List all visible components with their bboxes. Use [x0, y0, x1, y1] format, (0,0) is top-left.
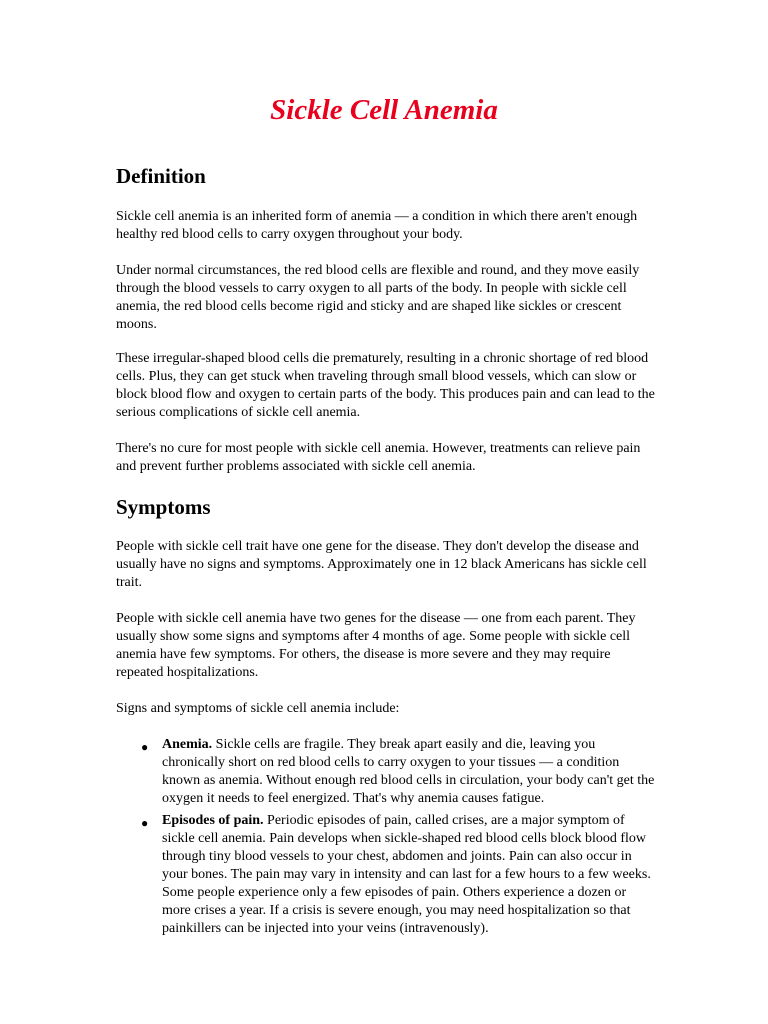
symptoms-heading: Symptoms	[116, 495, 211, 519]
bullet-icon: ●	[141, 816, 149, 830]
bullet-text: Periodic episodes of pain, called crises, are a major symptom of sickle cell anemia. Pain develops when sickle-shaped red blood cells block blood flow through tiny blood vessels to your chest, abdomen and joints. Pain can also occur in your bones. The pain may vary in intensity and can last for a few hours to a few weeks. Some people experience only a few episodes of pain. Others experience a dozen or more crises a year. If a crisis is severe enough, you may need hospitalization so that painkillers can be injected into your veins (intravenously).	[162, 813, 651, 936]
symptoms-list	[116, 736, 656, 942]
bullet-term: Anemia.	[162, 737, 213, 752]
symptoms-paragraph-2: People with sickle cell anemia have two genes for the disease — one from each parent. They usually show some signs and symptoms after 4 months of age. Some people with sickle cell anemia have few symptoms. For others, the disease is more severe and they may require repeated hospitalizations.	[116, 611, 636, 680]
bullet-text: Sickle cells are fragile. They break apart easily and die, leaving you chronically short on red blood cells to carry oxygen to your tissues — a condition known as anemia. Without enough red blood cells in circulation, your body can't get the oxygen it needs to feel energized. That's why anemia causes fatigue.	[162, 737, 655, 806]
bullet-icon: ●	[141, 740, 149, 754]
definition-paragraph-1: Sickle cell anemia is an inherited form of anemia — a condition in which there aren't enough healthy red blood cells to carry oxygen throughout your body.	[116, 209, 638, 242]
definition-paragraph-3: These irregular-shaped blood cells die prematurely, resulting in a chronic shortage of red blood cells. Plus, they can get stuck when traveling through small blood vessels, which can slow or block blood flow and oxygen to certain parts of the body. This produces pain and can lead to the serious complications of sickle cell anemia.	[116, 351, 655, 420]
symptoms-intro: Signs and symptoms of sickle cell anemia include:	[116, 701, 400, 716]
definition-paragraph-2: Under normal circumstances, the red blood cells are flexible and round, and they move easily through the blood vessels to carry oxygen to all parts of the body. In people with sickle cell anemia, the red blood cells become rigid and sticky and are shaped like sickles or crescent moons.	[116, 263, 640, 332]
page-title: Sickle Cell Anemia	[270, 94, 498, 126]
definition-paragraph-4: There's no cure for most people with sickle cell anemia. However, treatments can relieve pain and prevent further problems associated with sickle cell anemia.	[116, 441, 641, 474]
list-item	[116, 812, 656, 938]
definition-heading: Definition	[116, 164, 206, 188]
symptoms-paragraph-1: People with sickle cell trait have one gene for the disease. They don't develop the disease and usually have no signs and symptoms. Approximately one in 12 black Americans has sickle cell trait.	[116, 539, 647, 590]
list-item	[116, 736, 656, 808]
bullet-term: Episodes of pain.	[162, 813, 264, 828]
